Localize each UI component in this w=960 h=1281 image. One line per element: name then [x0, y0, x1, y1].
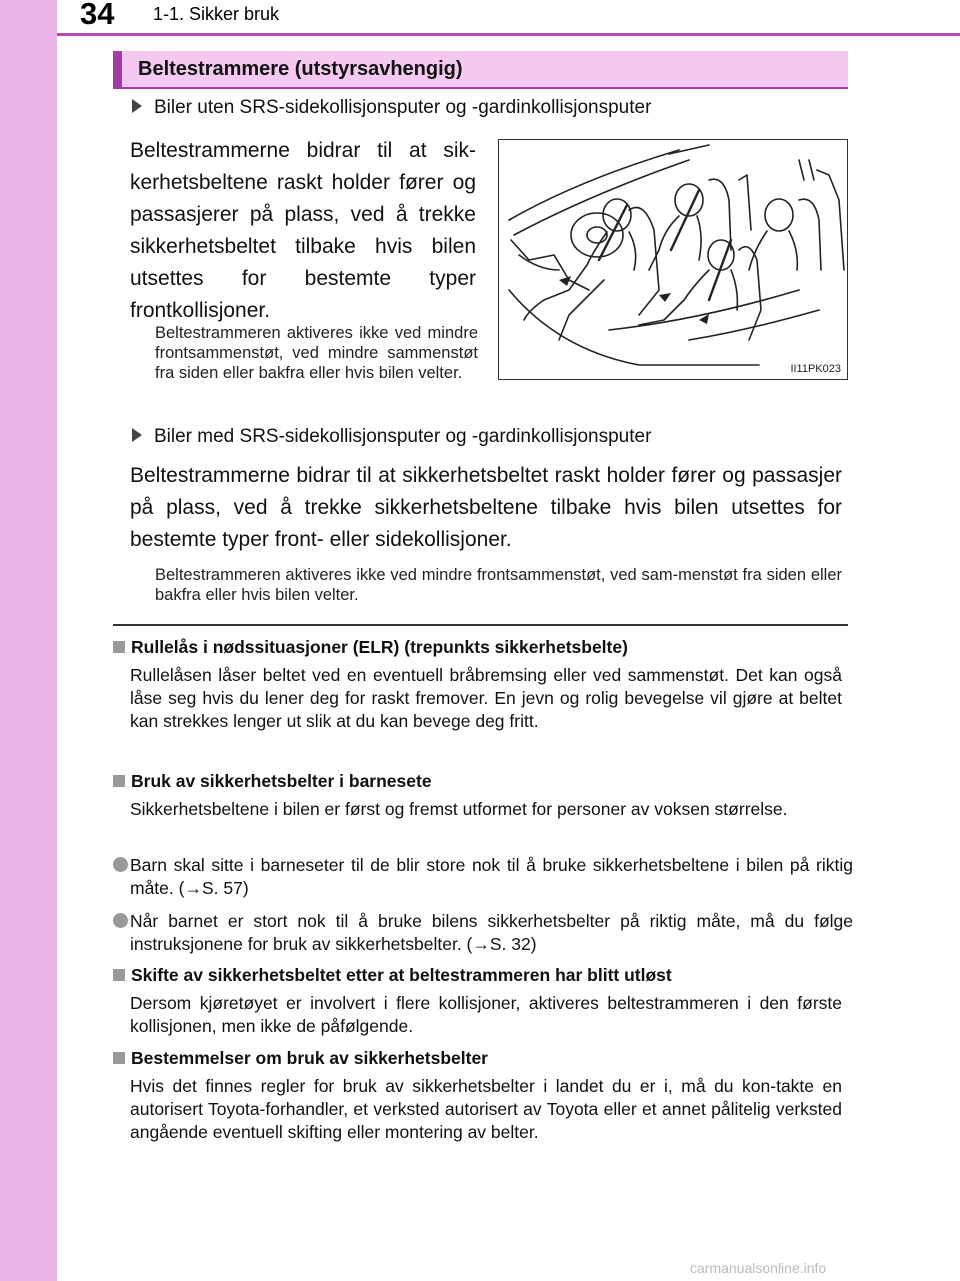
section-rule: [113, 87, 848, 89]
note-title-replace-text: Skifte av sikkerhetsbeltet etter at beltestrammeren har blitt utløst: [131, 965, 672, 985]
subheading-without-srs: [132, 97, 651, 119]
note-text-replace: Dersom kjøretøyet er involvert i flere kollisjoner, aktiveres beltestrammeren i den første kollisjonen, men ikke de påfølgende.: [130, 993, 842, 1036]
section-heading-box: [113, 51, 848, 87]
subheading-with-srs: [132, 426, 651, 448]
list-item-text: Barn skal sitte i barneseter til de blir store nok til å bruke sikkerhetsbeltene i bilen på riktig måte. (→S. 57): [130, 855, 853, 898]
square-bullet-icon: [113, 1052, 125, 1064]
note-title-elr-text: Rullelås i nødssituasjoner (ELR) (trepunkts sikkerhetsbelte): [131, 637, 628, 657]
chapter-label: 1-1. Sikker bruk: [153, 4, 280, 24]
triangle-bullet-icon: [132, 99, 142, 113]
note-title-elr: [113, 637, 628, 658]
side-color-band: [0, 0, 57, 1281]
note-text-regulations: Hvis det finnes regler for bruk av sikkerhetsbelter i landet du er i, må du kon-takte en autorisert Toyota-forhandler, et verksted autorisert av Toyota eller et annet pålitelig verksted angående eventuell skifting eller montering av belter.: [130, 1076, 842, 1142]
with-srs-note: Beltestrammeren aktiveres ikke ved mindre frontsammenstøt, ved sam-menstøt fra siden eller bakfra eller hvis bilen velter.: [155, 566, 842, 604]
square-bullet-icon: [113, 775, 125, 787]
subheading-without-srs-text: Biler uten SRS-sidekollisjonsputer og -gardinkollisjonsputer: [154, 97, 652, 118]
header-rule: [57, 33, 960, 36]
square-bullet-icon: [113, 641, 125, 653]
note-title-children: [113, 771, 432, 792]
without-srs-note: Beltestrammeren aktiveres ikke ved mindre frontsammenstøt, ved mindre sammenstøt fra siden eller bakfra eller hvis bilen velter.: [155, 324, 478, 382]
note-title-replace: [113, 965, 672, 986]
figure-code: II11PK023: [790, 363, 841, 375]
note-title-children-text: Bruk av sikkerhetsbelter i barnesete: [131, 771, 432, 791]
note-text-children: Sikkerhetsbeltene i bilen er først og fremst utformet for personer av voksen størrelse.: [130, 799, 788, 819]
watermark: carmanualsonline.info: [690, 1260, 827, 1276]
triangle-bullet-icon: [132, 428, 142, 442]
section-divider: [113, 624, 848, 626]
car-interior-drawing: [499, 140, 848, 380]
list-item-children-2: [113, 910, 853, 956]
circle-bullet-icon: [113, 913, 128, 928]
seat-belt-pretensioner-illustration: [498, 139, 848, 380]
note-text-elr: Rullelåsen låser beltet ved en eventuell bråbremsing eller ved sammenstøt. Det kan også låse seg hvis du lener deg for raskt fremover. En jevn og rolig bevegelse vil gjøre at beltet kan strekkes lenger ut slik at du kan bevege deg fritt.: [130, 665, 842, 731]
note-title-regulations: [113, 1048, 488, 1069]
circle-bullet-icon: [113, 857, 128, 872]
square-bullet-icon: [113, 969, 125, 981]
with-srs-body: Beltestrammerne bidrar til at sikkerhetsbeltet raskt holder fører og passasjer på plass, ved å trekke sikkerhetsbeltene tilbake hvis bilen utsettes for bestemte typer front- eller sidekollisjoner.: [130, 464, 842, 551]
section-title: Beltestrammere (utstyrsavhengig): [138, 58, 463, 80]
subheading-with-srs-text: Biler med SRS-sidekollisjonsputer og -gardinkollisjonsputer: [154, 426, 652, 447]
list-item-text: Når barnet er stort nok til å bruke bilens sikkerhetsbelter på riktig måte, må du følge instruksjonene for bruk av sikkerhetsbelter. (→S. 32): [130, 911, 853, 954]
list-item-children-1: [113, 854, 853, 900]
page-number: 34: [80, 0, 115, 31]
without-srs-body: Beltestrammerne bidrar til at sik-kerhetsbeltene raskt holder fører og passasjerer på plass, ved å trekke sikkerhetsbeltet tilbake hvis bilen utsettes for bestemte typer frontkollisjoner.: [130, 139, 476, 322]
note-title-regulations-text: Bestemmelser om bruk av sikkerhetsbelter: [131, 1048, 488, 1068]
